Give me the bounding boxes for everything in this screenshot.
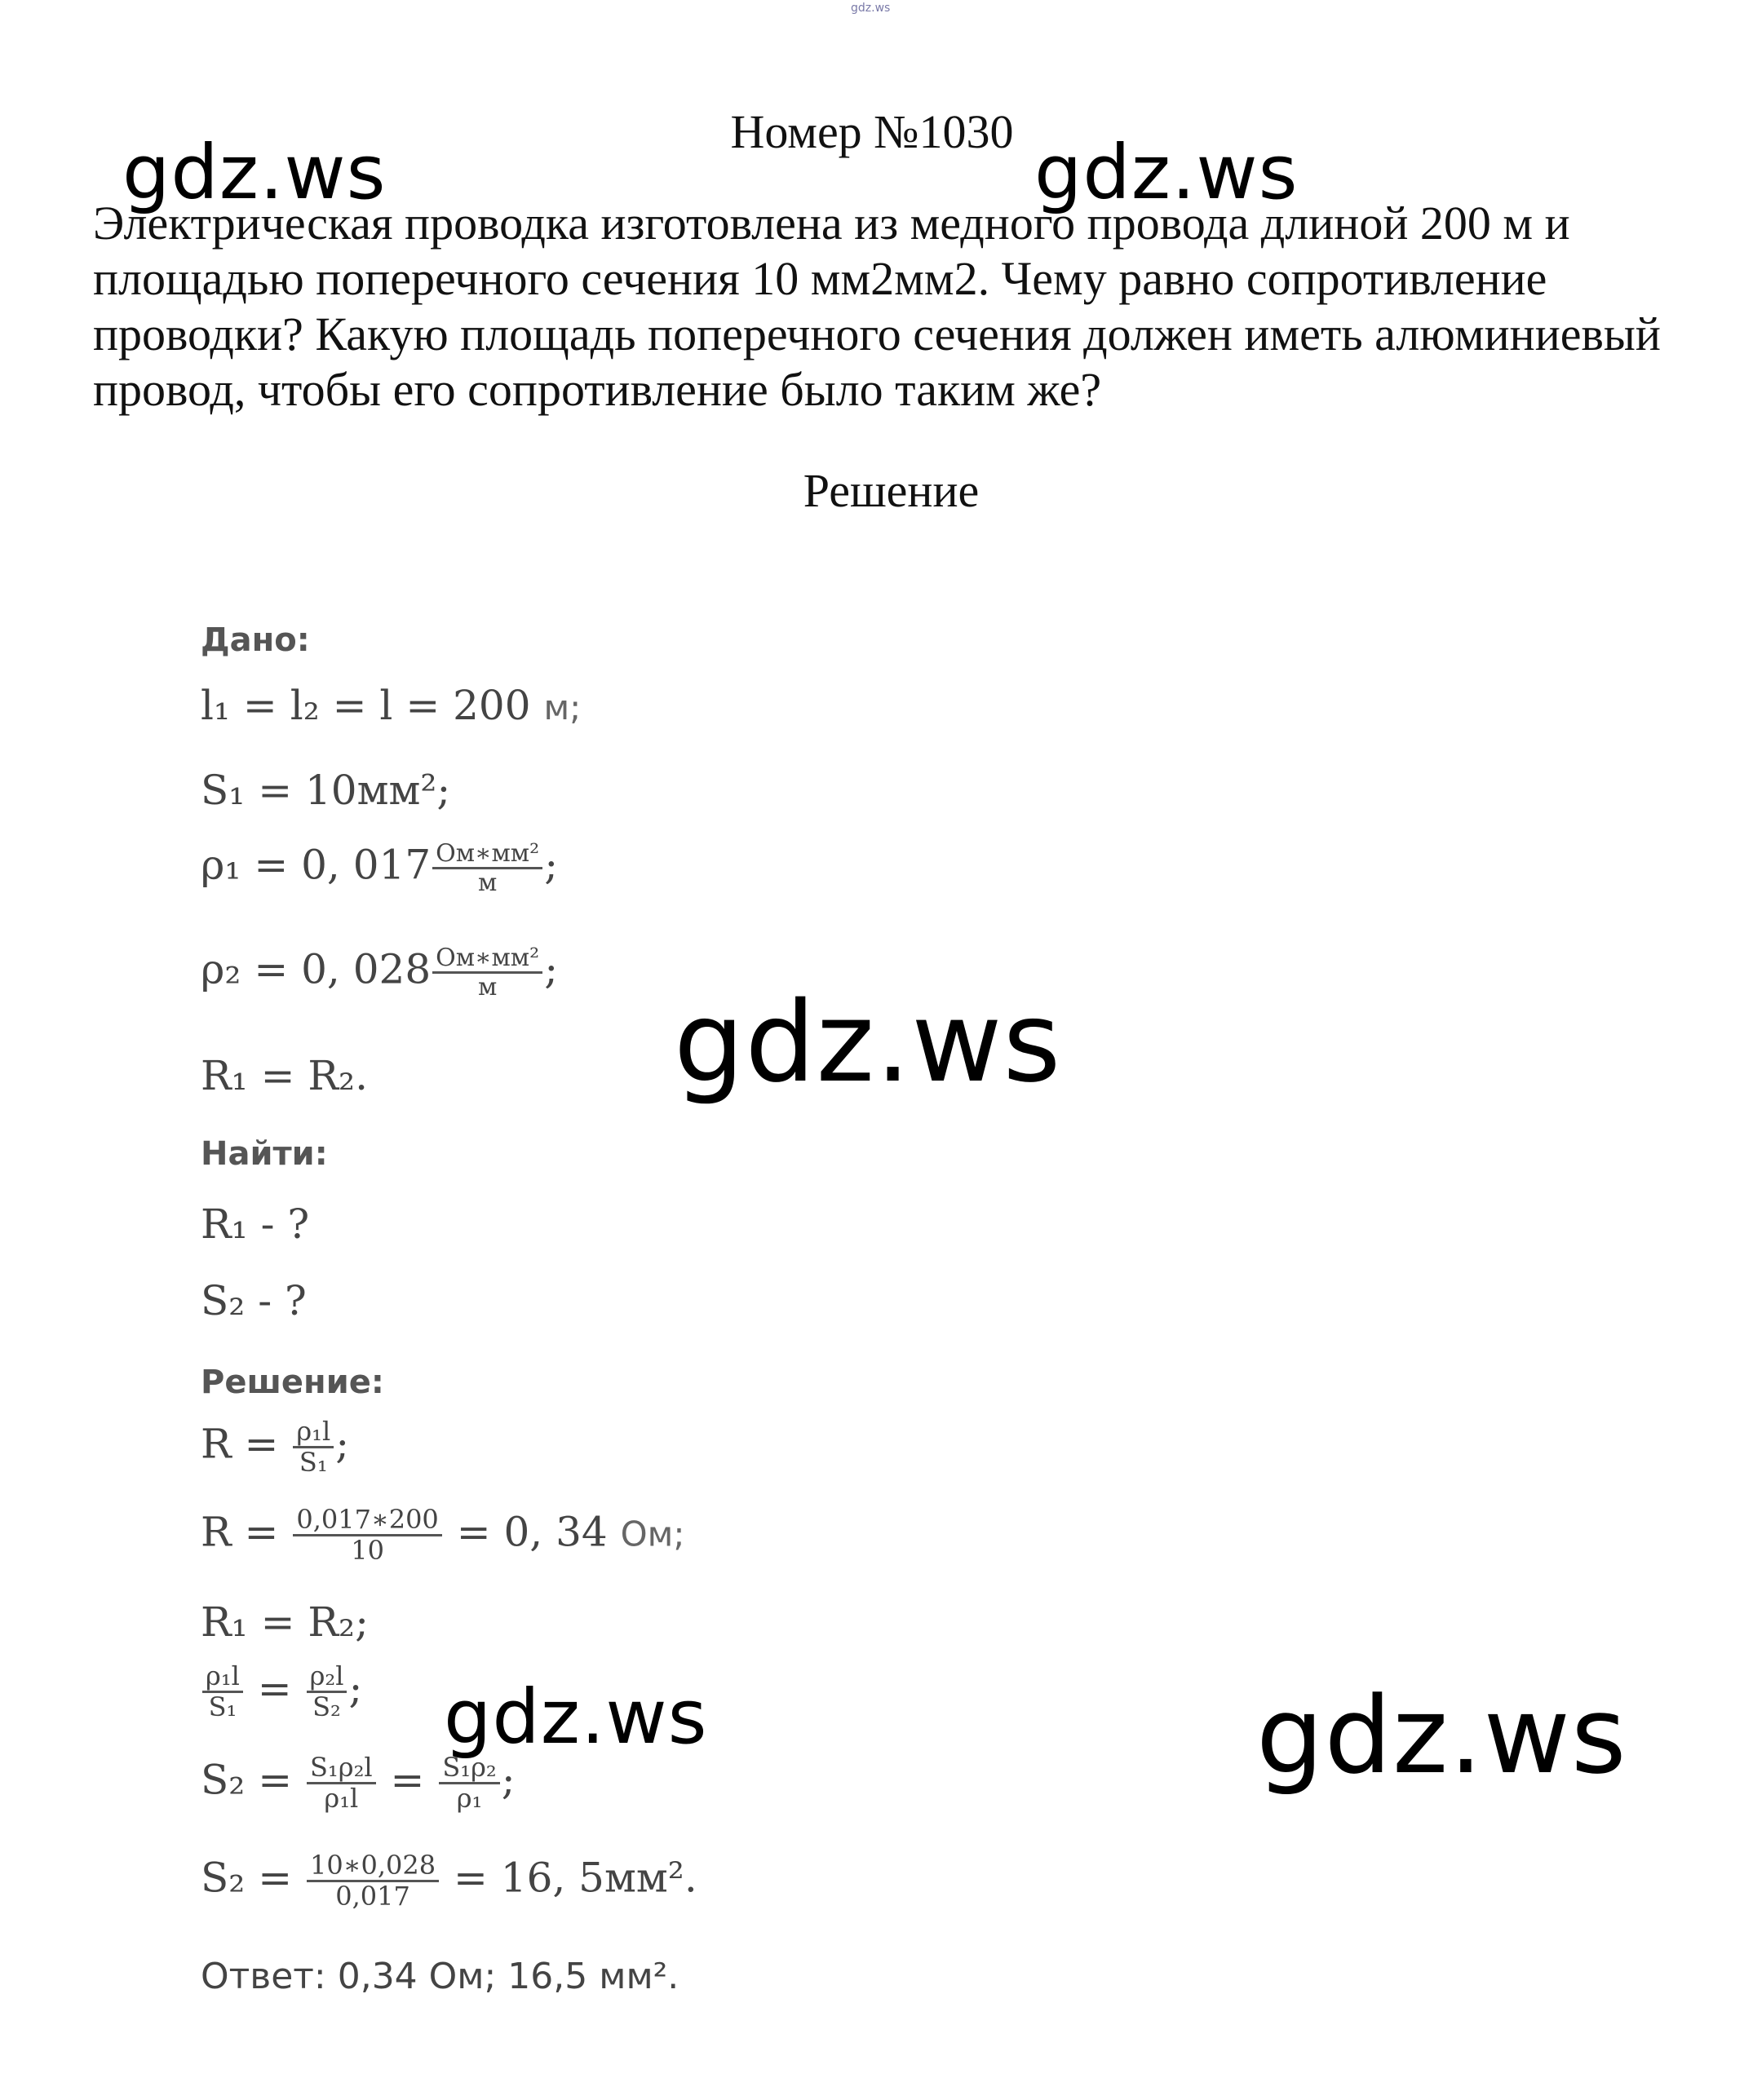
formula-fraction [439,1753,499,1813]
rho2-unit-fraction [432,944,542,1001]
formula-left: R = [201,1508,279,1556]
find-label: Найти: [201,1135,328,1173]
fraction-denominator: S₂ [312,1691,341,1723]
rho1-value: ρ₁ = 0, 017 [201,841,432,889]
formula-left: S₂ = [201,1854,293,1902]
fraction-denominator: S₁ [299,1447,328,1479]
formula-resistance: R = $\frac{\text{ρ₁l}}{\text{S₁}}$ ; [201,1416,350,1479]
given-area-s1: S₁ = 10мм²; [201,767,451,814]
formula-fraction [307,1753,376,1813]
solution-label: Решение: [201,1364,384,1401]
formula-resistance-equal: R₁ = R₂; [201,1598,369,1646]
formula-area: S₂ = $\frac{\text{S₁ρ₂l}}{\text{ρ₁l}}$ = $\frac{\text{S₁ρ₂}}{\text{ρ₁}}$ ; [201,1752,516,1815]
fraction-numerator: ρ₁l [293,1417,334,1448]
fraction-denominator: ρ₁ [456,1783,483,1815]
given-label: Дано: [201,621,310,659]
fraction-numerator: 10∗0,028 [307,1851,439,1882]
fraction-numerator: Ом∗мм² [432,944,542,974]
fraction-denominator: ρ₁l [324,1783,359,1815]
formula-area-calc [201,1851,697,1911]
watermark: gdz.ws [122,129,387,216]
site-mark: gdz.ws [851,2,891,15]
fraction-numerator: Ом∗мм² [432,840,542,869]
formula-resistance-calc [201,1505,685,1565]
formula-fraction [307,1851,439,1911]
fraction-denominator: м [478,973,498,1001]
fraction-numerator: S₁ρ₂l [307,1753,376,1784]
solution-heading: Решение [803,464,980,517]
fraction-denominator: м [478,869,498,897]
given-length [201,682,581,729]
formula-unit: Ом; [620,1514,685,1554]
rho2-value: ρ₂ = 0, 028 [201,945,432,993]
answer: Ответ: 0,34 Ом; 16,5 мм². [201,1956,679,1997]
formula-fraction [307,1662,347,1722]
find-s2: S₂ - ? [201,1277,307,1324]
formula-left: R = [201,1420,279,1468]
fraction-numerator: S₁ρ₂ [439,1753,499,1784]
length-equation: l₁ = l₂ = l = 200 [201,682,531,729]
fraction-denominator: 0,017 [335,1881,410,1912]
fraction-denominator: 10 [351,1535,384,1567]
length-unit: м; [543,687,582,727]
formula-ratio: $\frac{\text{ρ₁l}}{\text{S₁}}$ = $\frac{\text{ρ₂l}}{\text{S₂}}$ ; [201,1662,362,1722]
watermark: gdz.ws [674,979,1062,1107]
page-title: Номер №1030 [730,105,1014,158]
fraction-denominator: S₁ [208,1691,237,1723]
given-rho1: ρ₁ = 0, 017 $\frac{\text{Ом∗мм²}}{м}$ ; [201,839,559,897]
fraction-numerator: 0,017∗200 [293,1505,441,1536]
watermark: gdz.ws [1034,129,1299,216]
find-r1: R₁ - ? [201,1200,310,1248]
rho1-unit-fraction [432,840,542,896]
given-rho2: ρ₂ = 0, 028 $\frac{\text{Ом∗мм²}}{м}$ ; [201,944,559,1001]
formula-left: S₂ = [201,1756,293,1804]
given-resistance-equal: R₁ = R₂. [201,1052,368,1099]
fraction-numerator: ρ₁l [202,1662,243,1693]
watermark: gdz.ws [1256,1673,1627,1797]
formula-fraction [293,1417,334,1477]
formula-result: = 16, 5мм². [453,1854,697,1902]
formula-fraction [202,1662,243,1722]
fraction-numerator: ρ₂l [307,1662,347,1693]
formula-fraction [293,1505,441,1565]
watermark: gdz.ws [444,1673,708,1761]
formula-result: = 0, 34 [456,1508,608,1556]
problem-text: Электрическая проводка изготовлена из медного провода длиной 200 м и площадью поперечного сечения 10 мм2мм2. Чему равно сопротивление проводки? Какую площадь поперечного сечения должен иметь алюминиевый провод, чтобы его сопротивление было таким же? [93,197,1661,416]
